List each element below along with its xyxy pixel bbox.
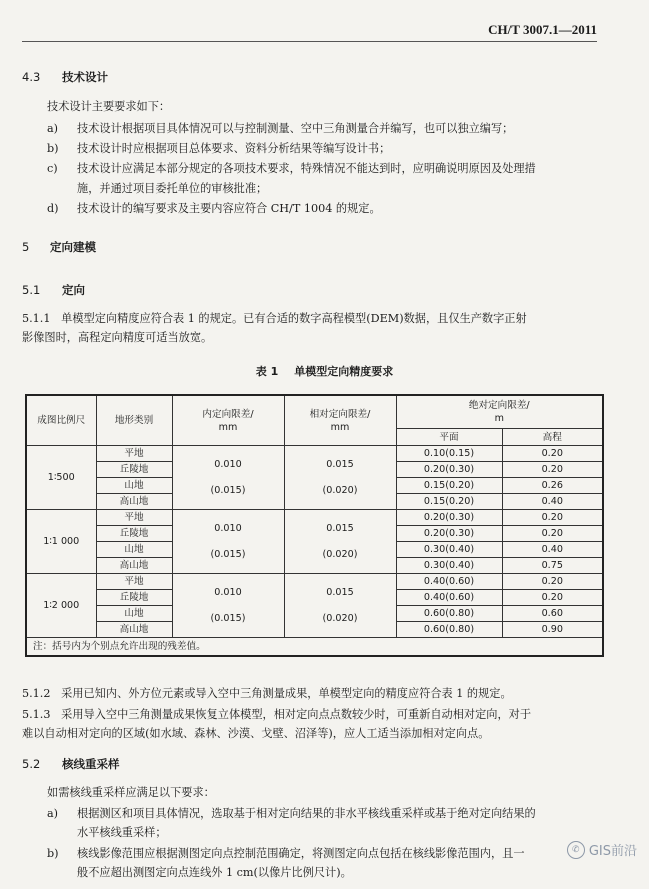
heading-title: 技术设计 (62, 70, 108, 84)
watermark-text: GIS前沿 (588, 844, 637, 859)
intro-4-3: 技术设计主要要求如下： (47, 100, 171, 113)
table-row: 丘陵地 0.20(0.30) 0.20 (26, 462, 603, 478)
table-row: 高山地 0.60(0.80) 0.90 (26, 622, 603, 638)
header-inner: 内定向限差/ mm (172, 395, 284, 446)
cell-inner: 0.010 (0.015) (172, 510, 284, 574)
document-page: CH/T 3007.1—2011 4.3 技术设计 技术设计主要要求如下： a) 技术设计根据项目具体情况可以与控制测量、空中三角测量合并编写，也可以独立编写； b) 技术设计时应根据项目总体要求、资料分析结果等编写设计书； c) 技术设计应满足本部分规定的各项技术要求，特殊情况不能达到时，应明确说明原因及处理措 施，并通过项目委托单位的审核批准； d) 技术设计的编写要求及主要内容应符合 CH/T 1004 的规定。 5 定向建模 5.1 定向 5.1.1 单模型定向精度应符合表 1 的规定。已有合适的数字高程模型(DEM)数据，且仅生产数字正射 影像图时，高程定向精度可适当放宽。 表 1 单模型定向精度要求 成图比例尺 地形类别 内定向限差/ mm 相对定向限差/ mm 绝对定向限差/ m 平面 高程 1∶500 平地 0.010 (0.015) 0.015 (0.020) 0.10(0.15) 0.20 丘陵地 0.20(0.30) 0.20 山地 0.15(0.20) 0.26 高山地 0.15(0.20) 0.40 1∶1 000 平地 0.010 (0.015) 0.015 (0.020) 0.20(0.30) 0.20 丘陵地 0.20(0.30) 0.20 山地 0.30(0.40) 0.40 高山地 0.30(0.40) 0.75 1∶2 000 平地 0.010 (0.015) 0.015 (0.020) 0.40(0.60) 0.20 丘陵地 0.40(0.60) 0.20 山地 0.60(0.80) 0.60 高山地 0.60(0.80) 0.90 注：括号内为个别点允许出现的残差值。 5.1.2 采用已知内、外方位元素或导入空中三角测量成果，单模型定向的精度应符合表 1 的规定。 5.1.3 采用导入空中三角测量成果恢复立体模型，相对定向点点数较少时，可重新自动相对定向，对于 难以自动相对定向的区域(如水域、森林、沙漠、戈壁、沼泽等)，应人工适当添加相对定向点。 5.2 核线重采样 如需核线重采样应满足以下要求： a) 根据测区和项目具体情况，选取基于相对定向结果的非水平核线重采样或基于绝对定向结果的 水平核线重采样； b) 核线影像范围应根据测图定向点控制范围确定，将测图定向点包括在核线影像范围内，且一 般不应超出测图定向点连线外 1 cm(以像片比例尺计)。 ✆ GIS前沿 (0, 0, 649, 889)
para-5-1-3-line1: 5.1.3 采用导入空中三角测量成果恢复立体模型，相对定向点点数较少时，可重新自动相对定向，对于 (22, 708, 532, 721)
header-height: 高程 (502, 429, 603, 446)
header-absolute: 绝对定向限差/ m (396, 395, 603, 429)
intro-5-2: 如需核线重采样应满足以下要求： (47, 786, 215, 799)
table-row: 1∶1 000 平地 0.010 (0.015) 0.015 (0.020) 0.20(0.30) 0.20 (26, 510, 603, 526)
cell-scale: 1∶500 (26, 446, 96, 510)
cell-inner: 0.010 (0.015) (172, 446, 284, 510)
para-5-1-1-line1: 5.1.1 单模型定向精度应符合表 1 的规定。已有合适的数字高程模型(DEM)数据，且仅生产数字正射 (22, 312, 527, 325)
cell-scale: 1∶1 000 (26, 510, 96, 574)
para-5-1-1-line2: 影像图时，高程定向精度可适当放宽。 (22, 331, 213, 344)
header-scale: 成图比例尺 (26, 395, 96, 446)
cell-scale: 1∶2 000 (26, 574, 96, 638)
table-note-row (26, 638, 603, 657)
cell-inner: 0.010 (0.015) (172, 574, 284, 638)
table-row: 高山地 0.30(0.40) 0.75 (26, 558, 603, 574)
para-5-1-2: 5.1.2 采用已知内、外方位元素或导入空中三角测量成果，单模型定向的精度应符合表 1 的规定。 (22, 687, 512, 700)
cell-relative: 0.015 (0.020) (284, 446, 396, 510)
heading-4-3 (22, 69, 108, 85)
table-row: 丘陵地 0.20(0.30) 0.20 (26, 526, 603, 542)
table-row: 山地 0.60(0.80) 0.60 (26, 606, 603, 622)
table-note: 注：括号内为个别点允许出现的残差值。 (26, 638, 603, 657)
standard-code: CH/T 3007.1—2011 (488, 22, 597, 37)
orientation-accuracy-table (25, 394, 604, 657)
table-caption: 表 1 单模型定向精度要求 (255, 365, 394, 378)
wechat-icon: ✆ (567, 841, 585, 859)
heading-5-2: 5.2 核线重采样 (22, 757, 120, 771)
table-row: 1∶500 平地 0.010 (0.015) 0.015 (0.020) 0.10(0.15) 0.20 (26, 446, 603, 462)
header-plane: 平面 (396, 429, 502, 446)
heading-number: 4.3 (22, 70, 41, 84)
header-terrain: 地形类别 (96, 395, 172, 446)
watermark (567, 840, 637, 859)
table-row: 高山地 0.15(0.20) 0.40 (26, 494, 603, 510)
header-rule (22, 41, 597, 42)
table-row: 1∶2 000 平地 0.010 (0.015) 0.015 (0.020) 0.40(0.60) 0.20 (26, 574, 603, 590)
cell-relative: 0.015 (0.020) (284, 574, 396, 638)
table-row: 丘陵地 0.40(0.60) 0.20 (26, 590, 603, 606)
table-row: 山地 0.15(0.20) 0.26 (26, 478, 603, 494)
heading-5-1: 5.1 定向 (22, 283, 85, 297)
para-5-1-3-line2: 难以自动相对定向的区域(如水域、森林、沙漠、戈壁、沼泽等)，应人工适当添加相对定向点。 (22, 727, 490, 740)
cell-relative: 0.015 (0.020) (284, 510, 396, 574)
table-row: 山地 0.30(0.40) 0.40 (26, 542, 603, 558)
header-relative: 相对定向限差/ mm (284, 395, 396, 446)
heading-5: 5 定向建模 (22, 240, 96, 254)
